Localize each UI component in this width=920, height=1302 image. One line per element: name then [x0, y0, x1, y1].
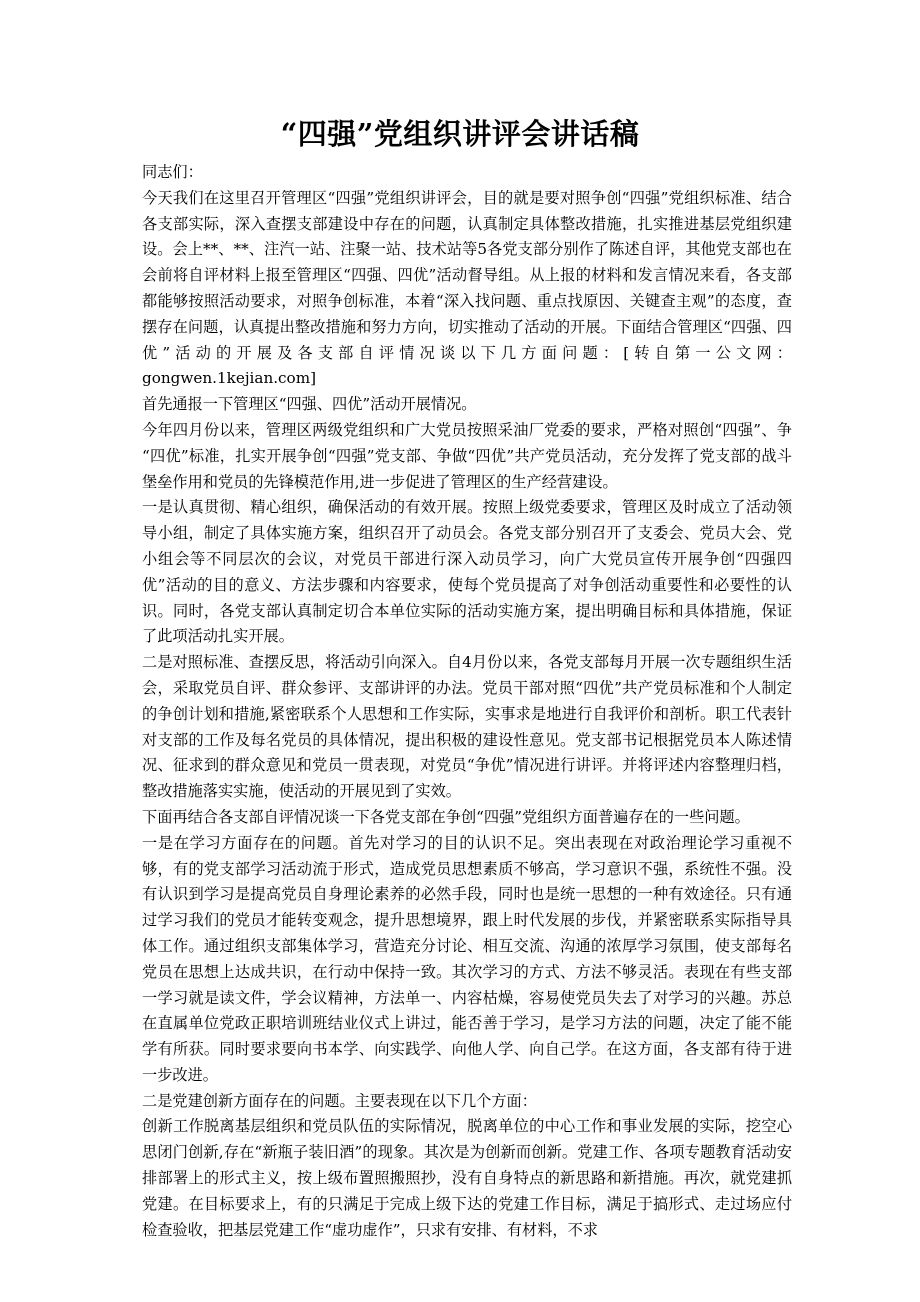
paragraph-innovation-heading: 二是党建创新方面存在的问题。主要表现在以下几个方面：	[142, 1091, 537, 1110]
paragraph-point-two: 二是对照标准、查摆反思，将活动引向深入。自4月份以来，各党支部每月开展一次专题组织生活会，采取党员自评、群众参评、支部讲评的办法。党员干部对照“四优”共产党员标准和个人制定的争创计划和措施,紧密联系个人思想和工作实际，实事求是地进行自我评价和剖析。职工代表针对支部的工作及每名党员的具体情况，提出积极的建设性意见。党支部书记根据党员本人陈述情况、征求到的群众意见和党员一贯表现，对党员“争优”情况进行讲评。并将评述内容整理归档，整改措施落实实施，使活动的开展见到了实效。	[142, 653, 792, 801]
document-body	[142, 160, 792, 1243]
paragraph-greeting: 同志们：	[142, 163, 203, 181]
paragraph-problems-heading: 下面再结合各支部自评情况谈一下各党支部在争创“四强”党组织方面普遍存在的一些问题。	[142, 807, 750, 826]
paragraph-activity-overview: 今年四月份以来，管理区两级党组织和广大党员按照采油厂党委的要求，严格对照创“四强”、争 “四优”标准，扎实开展争创“四强”党支部、争做“四优”共产党员活动，充分发挥了党支部的战斗堡垒作用和党员的先锋模范作用,进一步促进了管理区的生产经营建设。	[142, 420, 792, 491]
paragraph-intro: 今天我们在这里召开管理区“四强”党组织讲评会，目的就是要对照争创“四强”党组织标准、结合各支部实际，深入查摆支部建设中存在的问题，认真制定具体整改措施，扎实推进基层党组织建设。会上**、**、注汽一站、注聚一站、技术站等5各党支部分别作了陈述自评，其他党支部也在会前将自评材料上报至管理区“四强、四优”活动督导组。从上报的材料和发言情况来看，各支部都能够按照活动要求，对照争创标准，本着“深入找问题、重点找原因、关键查主观”的态度，查摆存在问题，认真提出整改措施和努力方向，切实推动了活动的开展。下面结合管理区“四强、四优”活动的开展及各支部自评情况谈以下几方面问题：[转自第一公文网：gongwen.1kejian.com]	[142, 188, 792, 388]
paragraph-innovation-problems: 创新工作脱离基层组织和党员队伍的实际情况，脱离单位的中心工作和事业发展的实际，挖空心思闭门创新,存在“新瓶子装旧酒”的现象。其次是为创新而创新。党建工作、各项专题教育活动安排部署上的形式主义，按上级布置照搬照抄，没有自身特点的新思路和新措施。再次，就党建抓党建。在目标要求上，有的只满足于完成上级下达的党建工作目标，满足于搞形式、走过场应付检查验收，把基层党建工作“虚功虚作”，只求有安排、有材料，不求	[142, 1117, 792, 1239]
paragraph-point-one: 一是认真贯彻、精心组织，确保活动的有效开展。按照上级党委要求，管理区及时成立了活动领导小组，制定了具体实施方案，组织召开了动员会。各党支部分别召开了支委会、党员大会、党小组会等不同层次的会议，对党员干部进行深入动员学习，向广大党员宣传开展争创“四强四优”活动的目的意义、方法步骤和内容要求，使每个党员提高了对争创活动重要性和必要性的认识。同时，各党支部认真制定切合本单位实际的活动实施方案，提出明确目标和具体措施，保证了此项活动扎实开展。	[142, 498, 792, 646]
paragraph-report-heading: 首先通报一下管理区“四强、四优”活动开展情况。	[142, 395, 477, 414]
paragraph-learning-problems: 一是在学习方面存在的问题。首先对学习的目的认识不足。突出表现在对政治理论学习重视不够，有的党支部学习活动流于形式，造成党员思想素质不够高，学习意识不强，系统性不强。没有认识到学习是提高党员自身理论素养的必然手段，同时也是统一思想的一种有效途径。只有通过学习我们的党员才能转变观念，提升思想境界，跟上时代发展的步伐，并紧密联系实际指导具体工作。通过组织支部集体学习，营造充分讨论、相互交流、沟通的浓厚学习氛围，使支部每名党员在思想上达成共识，在行动中保持一致。其次学习的方式、方法不够灵活。表现在有些支部一学习就是读文件，学会议精神，方法单一、内容枯燥，容易使党员失去了对学习的兴趣。苏总在直属单位党政正职培训班结业仪式上讲过，能否善于学习，是学习方法的问题，决定了能不能学有所获。同时要求要向书本学、向实践学、向他人学、向自己学。在这方面，各支部有待于进一步改进。	[142, 833, 792, 1084]
document-title: “四强”党组织讲评会讲话稿	[280, 117, 640, 151]
